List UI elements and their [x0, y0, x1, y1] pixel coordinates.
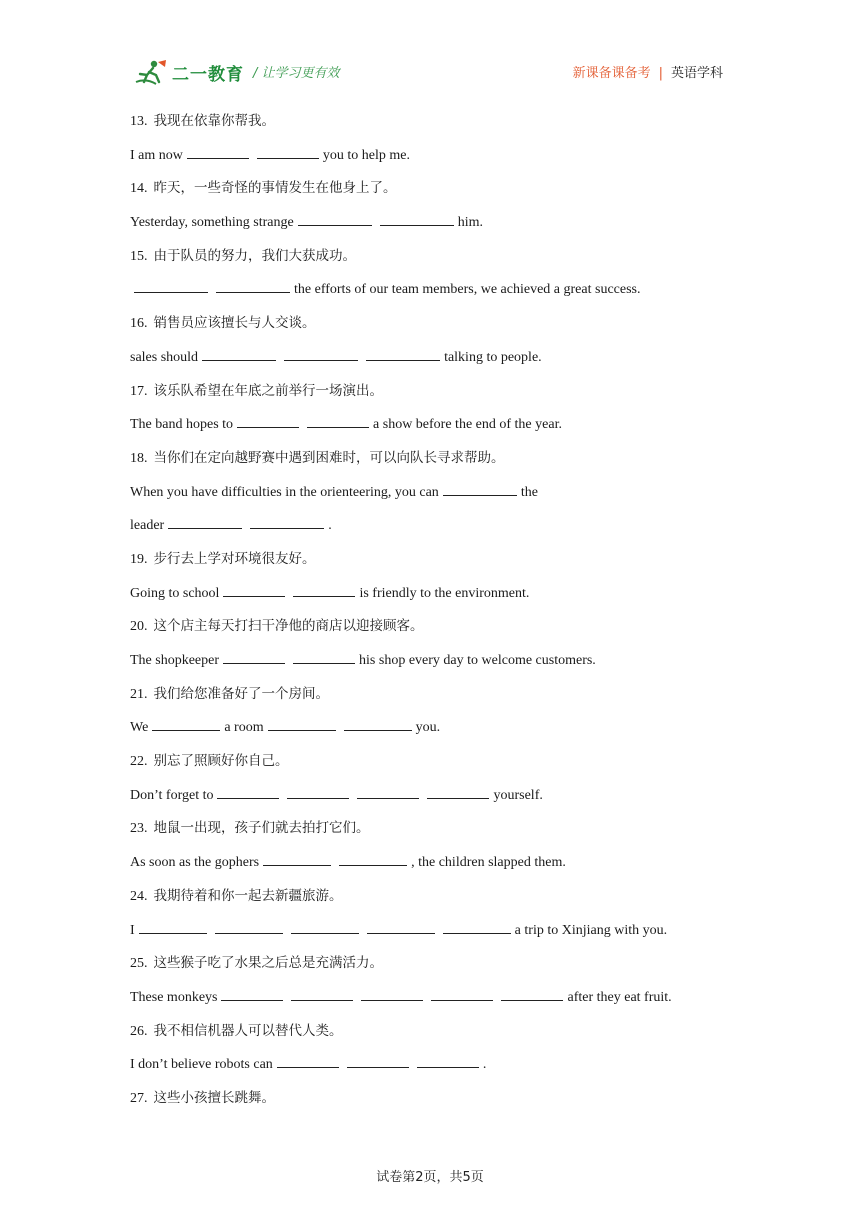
- slogan: / 让学习更有效: [253, 66, 340, 81]
- answer-blank[interactable]: [298, 211, 372, 226]
- question-number: 15.: [130, 248, 148, 264]
- sentence-text: yourself.: [493, 787, 543, 803]
- chinese-prompt: 地鼠一出现，孩子们就去拍打它们。: [153, 820, 370, 837]
- english-sentence: [130, 986, 730, 1020]
- english-sentence: [130, 211, 730, 245]
- question-prompt: [130, 1020, 730, 1054]
- sentence-text: , the children slapped them.: [411, 855, 566, 871]
- question-prompt: [130, 110, 730, 144]
- english-sentence: [130, 851, 730, 885]
- chinese-prompt: 我不相信机器人可以替代人类。: [153, 1022, 343, 1039]
- question-number: 22.: [130, 754, 148, 770]
- sentence-text: .: [328, 518, 332, 534]
- question-prompt: [130, 750, 730, 784]
- question-prompt: [130, 548, 730, 582]
- english-sentence: [130, 582, 730, 616]
- answer-blank[interactable]: [168, 514, 242, 529]
- answer-blank[interactable]: [380, 211, 454, 226]
- chinese-prompt: 昨天，一些奇怪的事情发生在他身上了。: [153, 180, 397, 197]
- sentence-text: leader: [130, 518, 165, 534]
- chinese-prompt: 步行去上学对环境很友好。: [153, 550, 316, 567]
- answer-blank[interactable]: [291, 986, 353, 1001]
- sentence-text: Don’t forget to: [130, 787, 214, 803]
- answer-blank[interactable]: [152, 716, 220, 731]
- header-right: [573, 62, 723, 81]
- chinese-prompt: 当你们在定向越野赛中遇到困难时，可以向队长寻求帮助。: [153, 449, 505, 466]
- question-list: [130, 110, 730, 1121]
- sentence-text: the: [520, 484, 538, 500]
- sentence-text: I am now: [130, 147, 183, 163]
- logo-text: 二一教育: [172, 65, 244, 85]
- sentence-text: Yesterday, something strange: [130, 215, 294, 231]
- chinese-prompt: 我现在依靠你帮我。: [153, 113, 275, 129]
- question-prompt: [130, 1087, 730, 1121]
- sentence-text: I: [130, 922, 135, 938]
- page-header: [0, 0, 860, 100]
- answer-blank[interactable]: [293, 649, 355, 664]
- sentence-text: These monkeys: [130, 989, 218, 1005]
- answer-blank[interactable]: [443, 919, 511, 934]
- sentence-text: a show before the end of the year.: [373, 417, 562, 433]
- sentence-text: As soon as the gophers: [130, 855, 260, 871]
- chinese-prompt: 由于队员的努力，我们大获成功。: [153, 247, 356, 264]
- answer-blank[interactable]: [216, 278, 290, 293]
- answer-blank[interactable]: [277, 1053, 339, 1068]
- question-number: 21.: [130, 686, 148, 702]
- answer-blank[interactable]: [139, 919, 207, 934]
- answer-blank[interactable]: [366, 346, 440, 361]
- header-tagline: 新课备课备考: [572, 66, 651, 81]
- question-number: 17.: [130, 383, 148, 399]
- answer-blank[interactable]: [287, 784, 349, 799]
- answer-blank[interactable]: [357, 784, 419, 799]
- question-prompt: [130, 885, 730, 919]
- question-prompt: [130, 312, 730, 346]
- english-sentence: [130, 278, 730, 312]
- answer-blank[interactable]: [291, 919, 359, 934]
- question-number: 27.: [130, 1090, 148, 1106]
- answer-blank[interactable]: [284, 346, 358, 361]
- chinese-prompt: 我们给您准备好了一个房间。: [153, 685, 329, 702]
- sentence-text: a trip to Xinjiang with you.: [514, 922, 668, 938]
- english-sentence: [130, 481, 730, 515]
- sentence-text: you to help me.: [322, 147, 410, 163]
- answer-blank[interactable]: [344, 716, 412, 731]
- answer-blank[interactable]: [257, 144, 319, 159]
- question-number: 26.: [130, 1023, 148, 1039]
- answer-blank[interactable]: [237, 413, 299, 428]
- question-prompt: [130, 952, 730, 986]
- answer-blank[interactable]: [443, 481, 517, 496]
- sentence-text: after they eat fruit.: [567, 989, 672, 1005]
- question-number: 25.: [130, 956, 148, 972]
- question-number: 14.: [130, 181, 148, 197]
- question-number: 18.: [130, 450, 148, 466]
- sentence-text: Going to school: [130, 585, 220, 601]
- sentence-text: him.: [457, 215, 483, 231]
- chinese-prompt: 这些猴子吃了水果之后总是充满活力。: [153, 955, 383, 972]
- answer-blank[interactable]: [187, 144, 249, 159]
- sentence-text: When you have difficulties in the orienteering, you can: [130, 484, 439, 500]
- answer-blank[interactable]: [501, 986, 563, 1001]
- english-sentence: [130, 716, 730, 750]
- sentence-text: We: [130, 720, 149, 736]
- answer-blank[interactable]: [307, 413, 369, 428]
- chinese-prompt: 我期待着和你一起去新疆旅游。: [153, 887, 343, 904]
- chinese-prompt: 销售员应该擅长与人交谈。: [153, 315, 316, 332]
- header-separator: |: [658, 66, 663, 81]
- chinese-prompt: 这个店主每天打扫干净他的商店以迎接顾客。: [153, 618, 424, 635]
- sentence-text: .: [482, 1057, 487, 1073]
- answer-blank[interactable]: [202, 346, 276, 361]
- question-number: 19.: [130, 551, 148, 567]
- chinese-prompt: 别忘了照顾好你自己。: [153, 753, 289, 770]
- question-number: 13.: [130, 114, 148, 129]
- sentence-text: The shopkeeper: [130, 653, 220, 668]
- chinese-prompt: 这些小孩擅长跳舞。: [153, 1089, 275, 1106]
- english-sentence: [130, 919, 730, 953]
- answer-blank[interactable]: [339, 851, 407, 866]
- sentence-text: the efforts of our team members, we achieved a great success.: [294, 282, 641, 298]
- question-prompt: [130, 380, 730, 414]
- question-prompt: [130, 683, 730, 717]
- page-footer: 试卷第2页，共5页: [376, 1170, 484, 1185]
- answer-blank[interactable]: [250, 514, 324, 529]
- english-sentence: [130, 649, 730, 683]
- answer-blank[interactable]: [223, 649, 285, 664]
- answer-blank[interactable]: [134, 278, 208, 293]
- sentence-text: The band hopes to: [130, 417, 234, 433]
- english-sentence: [130, 346, 730, 380]
- english-sentence: [130, 144, 730, 178]
- answer-blank[interactable]: [347, 1053, 409, 1068]
- english-sentence: [130, 514, 730, 548]
- sentence-text: a room: [224, 720, 264, 736]
- chinese-prompt: 该乐队希望在年底之前举行一场演出。: [153, 382, 383, 399]
- answer-blank[interactable]: [217, 784, 279, 799]
- answer-blank[interactable]: [268, 716, 336, 731]
- question-prompt: [130, 817, 730, 851]
- sentence-text: sales should: [130, 349, 199, 365]
- answer-blank[interactable]: [221, 986, 283, 1001]
- sentence-text: I don’t believe robots can: [130, 1057, 273, 1073]
- answer-blank[interactable]: [367, 919, 435, 934]
- answer-blank[interactable]: [263, 851, 331, 866]
- question-prompt: [130, 615, 730, 649]
- answer-blank[interactable]: [417, 1053, 479, 1068]
- question-number: 24.: [130, 888, 148, 904]
- question-prompt: [130, 245, 730, 279]
- english-sentence: [130, 1053, 730, 1087]
- question-number: 20.: [130, 619, 148, 635]
- sentence-text: you.: [415, 720, 441, 736]
- answer-blank[interactable]: [223, 582, 285, 597]
- answer-blank[interactable]: [215, 919, 283, 934]
- sentence-text: talking to people.: [444, 349, 542, 365]
- question-number: 16.: [130, 316, 148, 332]
- sentence-text: is friendly to the environment.: [359, 585, 530, 601]
- answer-blank[interactable]: [427, 784, 489, 799]
- english-sentence: [130, 784, 730, 818]
- question-number: 23.: [130, 821, 148, 837]
- header-subject: 英语学科: [670, 66, 723, 81]
- sentence-text: his shop every day to welcome customers.: [359, 653, 596, 668]
- question-prompt: [130, 177, 730, 211]
- english-sentence: [130, 413, 730, 447]
- question-prompt: [130, 447, 730, 481]
- answer-blank[interactable]: [361, 986, 423, 1001]
- answer-blank[interactable]: [293, 582, 355, 597]
- answer-blank[interactable]: [431, 986, 493, 1001]
